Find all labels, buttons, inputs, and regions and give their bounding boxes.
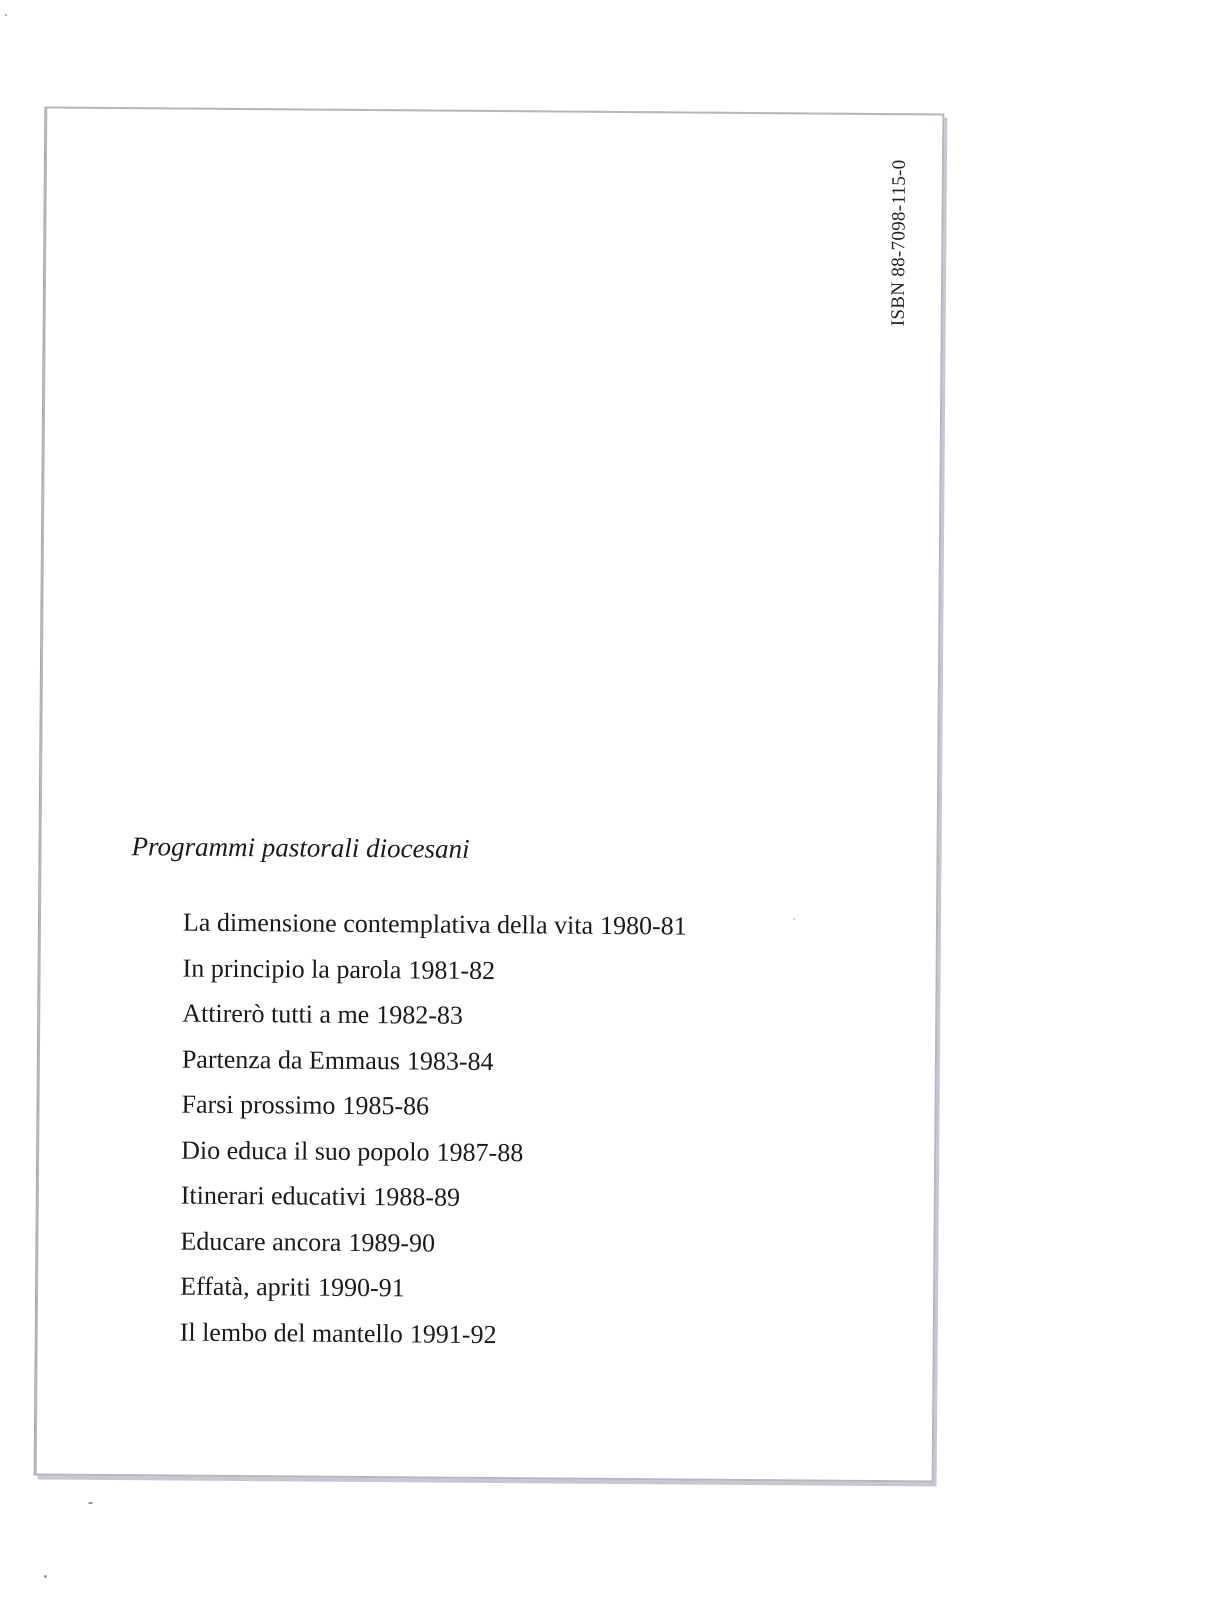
list-item	[182, 991, 686, 1040]
scan-speck	[44, 1575, 47, 1578]
program-years: 1987-88	[436, 1137, 524, 1167]
scan-speck	[5, 14, 7, 16]
program-years: 1981-82	[408, 954, 496, 985]
list-item	[182, 945, 686, 994]
program-title: Partenza da Emmaus	[181, 1044, 401, 1075]
list-item	[181, 1127, 685, 1176]
program-years: 1991-92	[409, 1318, 497, 1349]
list-item	[180, 1218, 684, 1267]
list-item	[183, 900, 687, 949]
scan-speck	[88, 1502, 93, 1504]
list-item	[181, 1173, 685, 1222]
program-title: Effatà, apriti	[180, 1271, 312, 1302]
program-title: In principio la parola	[182, 953, 402, 984]
program-title: Il lembo del mantello	[179, 1317, 403, 1348]
program-title: Itinerari educativi	[180, 1180, 367, 1212]
list-item	[181, 1082, 685, 1131]
program-title: Farsi prossimo	[181, 1089, 336, 1120]
program-years: 1988-89	[373, 1182, 461, 1212]
program-years: 1982-83	[376, 1000, 464, 1030]
list-item	[182, 1036, 686, 1085]
book-back-cover	[35, 106, 945, 1482]
program-years: 1985-86	[342, 1090, 430, 1121]
program-list	[180, 900, 687, 1359]
series-title: Programmi pastorali diocesani	[131, 831, 470, 864]
scan-speck	[793, 918, 795, 920]
list-item	[180, 1309, 684, 1358]
program-title: Dio educa il suo popolo	[181, 1135, 430, 1167]
program-title: La dimensione contemplativa della vita	[182, 907, 594, 940]
program-years: 1989-90	[348, 1227, 436, 1258]
program-title: Educare ancora	[180, 1226, 342, 1257]
isbn-code: ISBN 88-7098-115-0	[887, 159, 910, 327]
program-years: 1983-84	[406, 1045, 494, 1076]
list-item	[180, 1264, 684, 1313]
program-title: Attirerò tutti a me	[182, 998, 370, 1030]
program-years: 1980-81	[599, 910, 687, 941]
program-years: 1990-91	[317, 1272, 405, 1303]
